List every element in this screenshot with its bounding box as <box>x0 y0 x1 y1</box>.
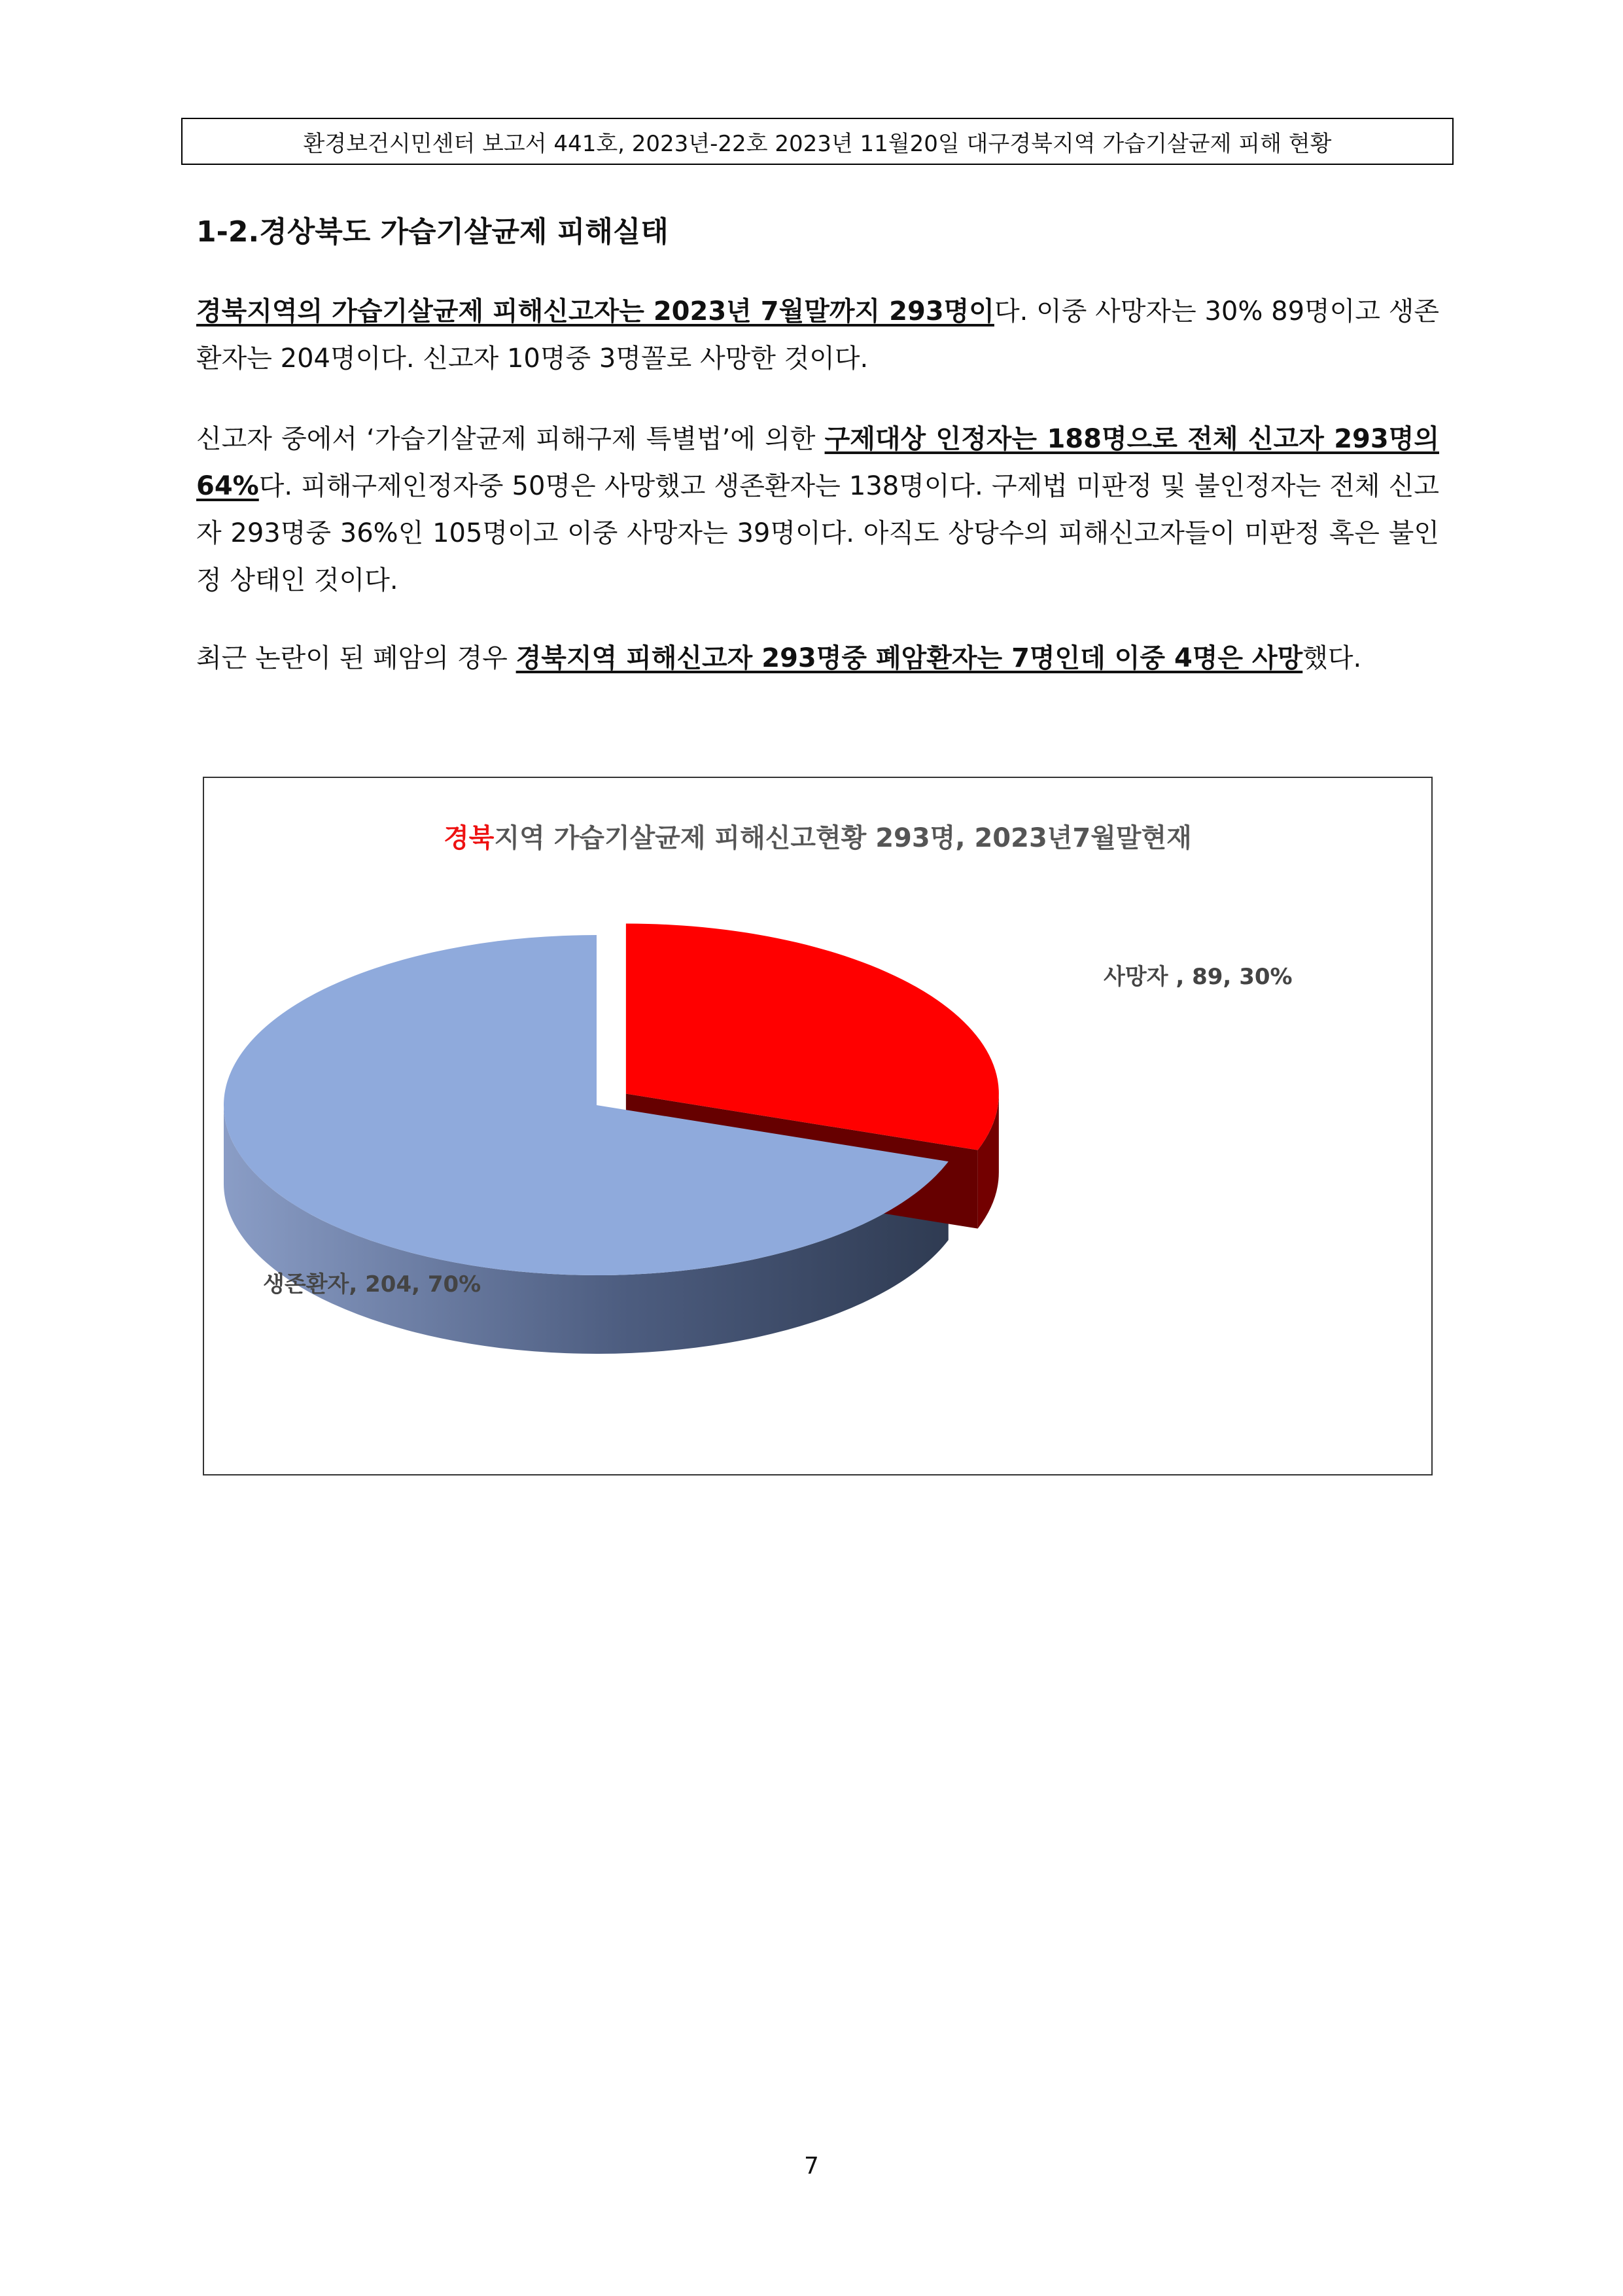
pie-chart <box>204 778 1431 1474</box>
paragraph-3 <box>196 635 1439 682</box>
chart-title-accent: 경북 <box>444 823 495 853</box>
paragraph-1 <box>196 288 1439 382</box>
paragraph-1-text: 다. 이중 사망자는 30% 89명이고 생존환자는 204명이다. 신고자 10명중 3명꼴로 사망한 것이다. <box>196 296 1439 374</box>
paragraph-2-text: 다. 피해구제인정자중 50명은 사망했고 생존환자는 138명이다. 구제법 미판정 및 불인정자는 전체 신고자 293명중 36%인 105명이고 이중 사망자는 39명이다. 아직도 상당수의 피해신고자들이 미판정 혹은 불인정 상태인 것이다. <box>196 471 1439 595</box>
paragraph-2-highlight: 구제대상 인정자는 188명으로 전체 신고자 293명의 64% <box>196 424 1439 501</box>
paragraph-3-text: 했다. <box>1302 643 1362 673</box>
paragraph-2-lead: 신고자 중에서 ‘가습기살균제 피해구제 특별법’에 의한 <box>196 424 825 454</box>
paragraph-3-lead: 최근 논란이 된 폐암의 경우 <box>196 643 516 673</box>
report-header <box>181 118 1454 165</box>
paragraph-1-highlight: 경북지역의 가습기살균제 피해신고자는 2023년 7월말까지 293명이 <box>196 296 994 327</box>
slice-label-deaths: 사망자 , 89, 30% <box>1104 964 1293 990</box>
slice-label-survivors: 생존환자, 204, 70% <box>263 1271 481 1298</box>
report-header-text: 환경보건시민센터 보고서 441호, 2023년-22호 2023년 11월20일 대구경북지역 가습기살균제 피해 현황 <box>303 130 1332 157</box>
paragraph-2 <box>196 415 1439 604</box>
pie-chart-frame <box>203 777 1433 1475</box>
section-title: 1-2.경상북도 가습기살균제 피해실태 <box>196 215 669 249</box>
paragraph-3-highlight: 경북지역 피해신고자 293명중 폐암환자는 7명인데 이중 4명은 사망 <box>515 643 1303 673</box>
chart-title-text: 지역 가습기살균제 피해신고현황 293명, 2023년7월말현재 <box>494 823 1192 853</box>
page-number: 7 <box>804 2153 819 2180</box>
